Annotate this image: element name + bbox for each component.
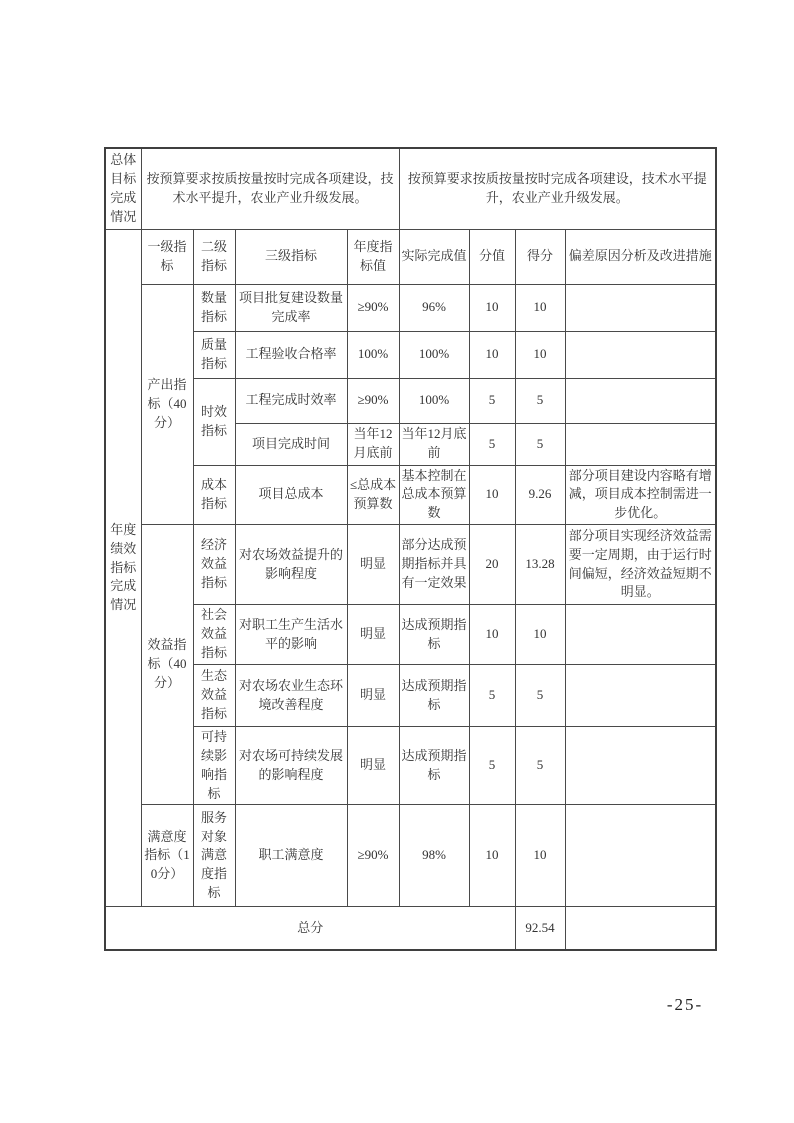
cell-score: 10 (515, 805, 565, 907)
cell-deviation (565, 665, 716, 727)
cell-level1: 满意度指标（10分） (141, 805, 193, 907)
cell-actual: 部分达成预期指标并具有一定效果 (399, 525, 469, 605)
table-row (105, 284, 716, 331)
cell-deviation (565, 423, 716, 465)
cell-level3: 职工满意度 (235, 805, 347, 907)
cell-level3: 对农场效益提升的影响程度 (235, 525, 347, 605)
cell-level2: 成本指标 (193, 465, 235, 525)
cell-level3: 项目完成时间 (235, 423, 347, 465)
total-deviation-empty (565, 907, 716, 950)
cell-points: 10 (469, 331, 515, 378)
header-deviation: 偏差原因分析及改进措施 (565, 229, 716, 284)
cell-target: ≤总成本预算数 (347, 465, 399, 525)
cell-level1: 效益指标（40分） (141, 525, 193, 805)
cell-score: 5 (515, 423, 565, 465)
cell-deviation: 部分项目实现经济效益需要一定周期，由于运行时间偏短，经济效益短期不明显。 (565, 525, 716, 605)
cell-level1: 产出指标（40分） (141, 284, 193, 525)
overall-goal-row-label: 总体目标完成情况 (105, 148, 141, 229)
cell-deviation: 部分项目建设内容略有增减，项目成本控制需进一步优化。 (565, 465, 716, 525)
cell-level2: 时效指标 (193, 378, 235, 465)
cell-points: 20 (469, 525, 515, 605)
table-row (105, 605, 716, 665)
header-points: 分值 (469, 229, 515, 284)
cell-points: 10 (469, 805, 515, 907)
cell-level2: 社会效益指标 (193, 605, 235, 665)
cell-target: ≥90% (347, 284, 399, 331)
header-level2: 二级指标 (193, 229, 235, 284)
cell-score: 10 (515, 331, 565, 378)
cell-level2: 生态效益指标 (193, 665, 235, 727)
header-target: 年度指标值 (347, 229, 399, 284)
performance-table (104, 147, 717, 951)
cell-points: 10 (469, 605, 515, 665)
header-level3: 三级指标 (235, 229, 347, 284)
cell-points: 5 (469, 665, 515, 727)
total-row (105, 907, 716, 950)
table-row (105, 727, 716, 805)
cell-actual: 100% (399, 378, 469, 423)
cell-level2: 可持续影响指标 (193, 727, 235, 805)
table-row (105, 331, 716, 378)
cell-level3: 工程验收合格率 (235, 331, 347, 378)
cell-points: 5 (469, 727, 515, 805)
cell-target: 明显 (347, 665, 399, 727)
cell-actual: 达成预期指标 (399, 605, 469, 665)
cell-score: 5 (515, 665, 565, 727)
table-row (105, 805, 716, 907)
cell-target: 当年12月底前 (347, 423, 399, 465)
cell-level3: 项目批复建设数量完成率 (235, 284, 347, 331)
cell-score: 13.28 (515, 525, 565, 605)
table-row (105, 465, 716, 525)
total-label: 总分 (105, 907, 515, 950)
header-actual: 实际完成值 (399, 229, 469, 284)
overall-actual-completion-cell: 按预算要求按质按量按时完成各项建设，技术水平提升，农业产业升级发展。 (399, 148, 716, 229)
cell-level2: 数量指标 (193, 284, 235, 331)
cell-target: 100% (347, 331, 399, 378)
cell-level3: 工程完成时效率 (235, 378, 347, 423)
cell-points: 10 (469, 465, 515, 525)
cell-level3: 对农场可持续发展的影响程度 (235, 727, 347, 805)
cell-points: 5 (469, 423, 515, 465)
cell-level3: 项目总成本 (235, 465, 347, 525)
table-row (105, 148, 716, 229)
cell-deviation (565, 331, 716, 378)
cell-target: 明显 (347, 727, 399, 805)
cell-actual: 96% (399, 284, 469, 331)
cell-actual: 达成预期指标 (399, 727, 469, 805)
cell-deviation (565, 284, 716, 331)
cell-score: 10 (515, 284, 565, 331)
cell-level3: 对农场农业生态环境改善程度 (235, 665, 347, 727)
cell-level3: 对职工生产生活水平的影响 (235, 605, 347, 665)
header-level1: 一级指标 (141, 229, 193, 284)
cell-deviation (565, 805, 716, 907)
cell-deviation (565, 378, 716, 423)
table-row (105, 525, 716, 605)
cell-score: 10 (515, 605, 565, 665)
cell-score: 5 (515, 727, 565, 805)
cell-target: 明显 (347, 525, 399, 605)
cell-score: 5 (515, 378, 565, 423)
annual-indicators-section-label: 年度绩效指标完成情况 (105, 229, 141, 907)
cell-actual: 基本控制在总成本预算数 (399, 465, 469, 525)
cell-level2: 服务对象满意度指标 (193, 805, 235, 907)
overall-annual-goal-cell: 按预算要求按质按量按时完成各项建设，技术水平提升，农业产业升级发展。 (141, 148, 399, 229)
cell-actual: 100% (399, 331, 469, 378)
cell-points: 10 (469, 284, 515, 331)
page-number: -25- (666, 995, 704, 1014)
cell-deviation (565, 605, 716, 665)
cell-actual: 当年12月底前 (399, 423, 469, 465)
cell-target: ≥90% (347, 805, 399, 907)
cell-level2: 质量指标 (193, 331, 235, 378)
table-row (105, 665, 716, 727)
table-header-row (105, 229, 716, 284)
total-score: 92.54 (515, 907, 565, 950)
cell-points: 5 (469, 378, 515, 423)
cell-actual: 达成预期指标 (399, 665, 469, 727)
cell-actual: 98% (399, 805, 469, 907)
cell-deviation (565, 727, 716, 805)
cell-target: 明显 (347, 605, 399, 665)
cell-score: 9.26 (515, 465, 565, 525)
header-score: 得分 (515, 229, 565, 284)
cell-level2: 经济效益指标 (193, 525, 235, 605)
cell-target: ≥90% (347, 378, 399, 423)
table-row (105, 378, 716, 423)
